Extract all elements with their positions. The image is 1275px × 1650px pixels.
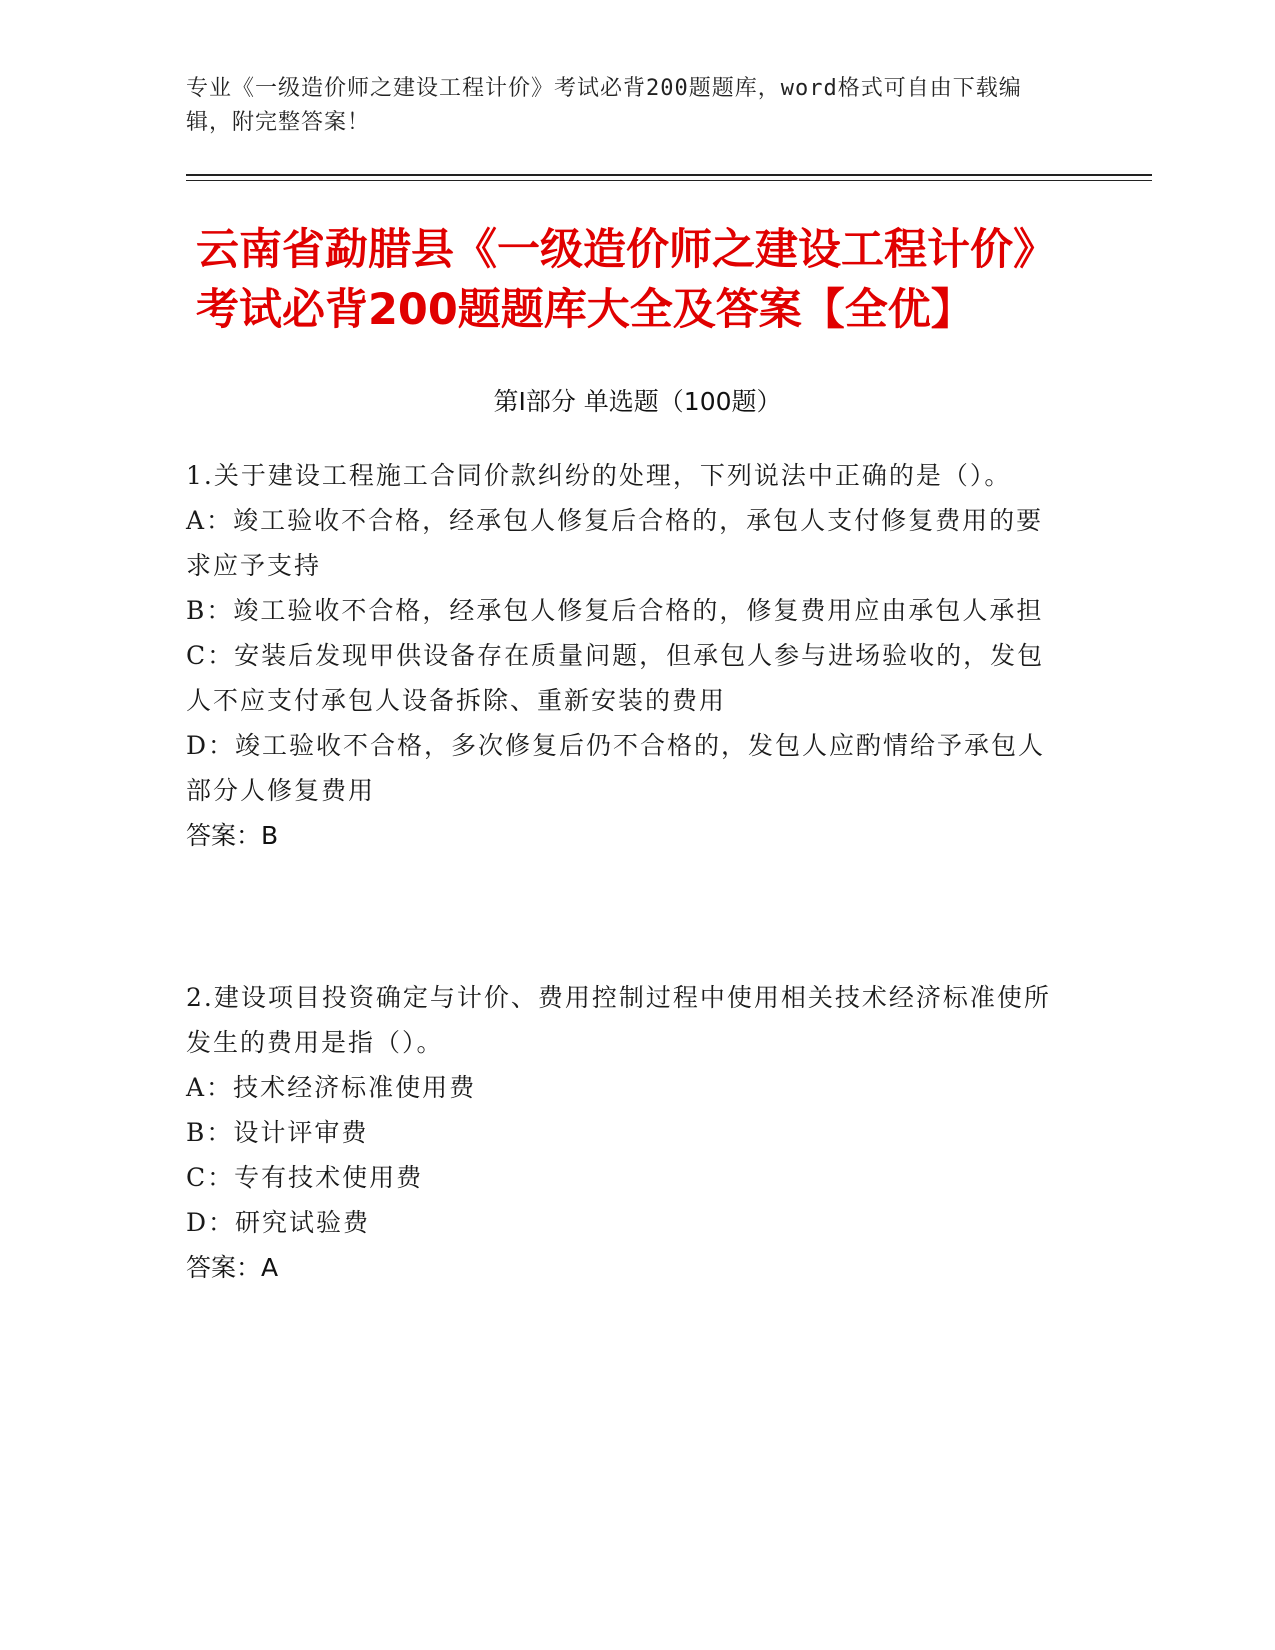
answer-line: 答案：A bbox=[186, 1253, 279, 1282]
option-text: 竣工验收不合格，多次修复后仍不合格的，发包人应酌情给予承包人部分人修复费用 bbox=[186, 731, 1046, 805]
question-1 bbox=[186, 453, 1066, 858]
option-letter: D： bbox=[186, 731, 236, 760]
option-letter: A： bbox=[186, 1073, 234, 1102]
document-title: 云南省勐腊县《一级造价师之建设工程计价》考试必背200题题库大全及答案【全优】 bbox=[196, 225, 1056, 335]
section-title: 第Ⅰ部分 单选题（100题） bbox=[493, 387, 782, 416]
option-letter: B： bbox=[186, 1118, 234, 1147]
option-letter: C： bbox=[186, 641, 235, 670]
option-text: 专有技术使用费 bbox=[234, 1163, 424, 1192]
option-b bbox=[186, 1110, 1066, 1155]
answer-line: 答案：B bbox=[186, 821, 279, 850]
option-text: 竣工验收不合格，经承包人修复后合格的，修复费用应由承包人承担 bbox=[233, 596, 1044, 625]
option-text: 安装后发现甲供设备存在质量问题，但承包人参与进场验收的，发包人不应支付承包人设备拆除、重新安装的费用 bbox=[186, 641, 1045, 715]
option-d bbox=[186, 723, 1066, 813]
option-text: 技术经济标准使用费 bbox=[233, 1073, 477, 1102]
question-stem: 2.建设项目投资确定与计价、费用控制过程中使用相关技术经济标准使所发生的费用是指（）。 bbox=[186, 983, 1051, 1057]
option-letter: A： bbox=[186, 506, 234, 535]
header-note: 专业《一级造价师之建设工程计价》考试必背200题题库，word格式可自由下载编辑，附完整答案！ bbox=[186, 76, 1022, 135]
header-divider-thin bbox=[186, 180, 1152, 181]
option-letter: D： bbox=[186, 1208, 236, 1237]
option-letter: B： bbox=[186, 596, 234, 625]
option-text: 研究试验费 bbox=[235, 1208, 371, 1237]
option-c bbox=[186, 633, 1066, 723]
option-text: 竣工验收不合格，经承包人修复后合格的，承包人支付修复费用的要求应予支持 bbox=[186, 506, 1044, 580]
option-letter: C： bbox=[186, 1163, 235, 1192]
question-2 bbox=[186, 975, 1066, 1290]
option-d bbox=[186, 1200, 1066, 1245]
header-divider-thick bbox=[186, 174, 1152, 176]
option-c bbox=[186, 1155, 1066, 1200]
question-stem: 1.关于建设工程施工合同价款纠纷的处理，下列说法中正确的是（）。 bbox=[186, 461, 1012, 490]
option-a bbox=[186, 1065, 1066, 1110]
option-text: 设计评审费 bbox=[233, 1118, 369, 1147]
option-a bbox=[186, 498, 1066, 588]
option-b bbox=[186, 588, 1066, 633]
